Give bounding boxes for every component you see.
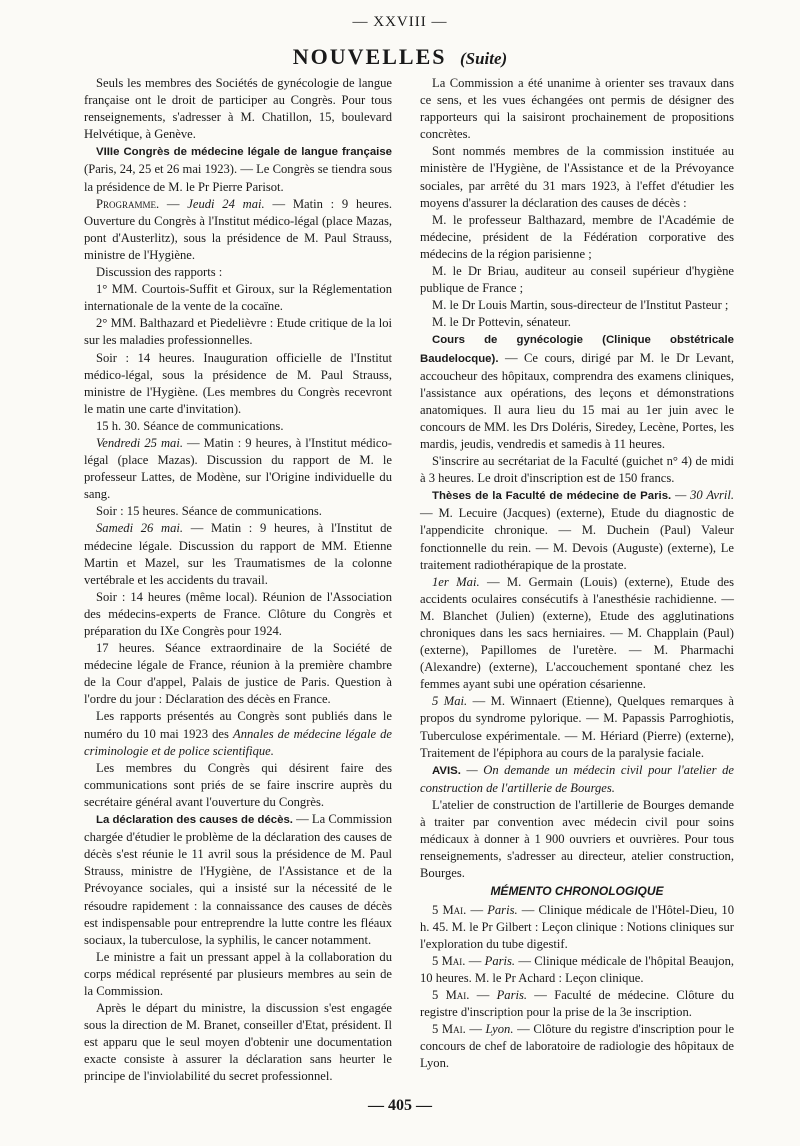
paragraph: Clôture du registre d'inscription pour le concours de chef de laboratoire de radiologie des hôpitaux de Lyon. — [420, 1022, 735, 1071]
left-column: Seuls les membres des Sociétés de gynécologie de langue française ont le droit de participer au Congrès. Pour tous renseignements, s'adresser à M. Chatillon, 15, boulevard Helvétique, à Genève. VIIIe Congrès de médecine légale de langue française (Paris, 24, 25 et 26 mai 1923). — Le Congrès se tiendra sous la présidence de M. le Pr Pierre Parisot. Programme. — Jeudi 24 mai. — Matin : 9 heures. Ouverture du Congrès à l'Institut médico-légal (place Mazas, pont d'Austerlitz), sous la présidence de M. Paul Strauss, ministre de l'Hygiène. Discussion des rapports : 1° MM. Courtois-Suffit et Giroux, sur la Réglementation internationale de la vente de la cocaïne. 2° MM. Balthazard et Piedelièvre : Etude critique de la loi sur les maladies professionnelles. Soir : 14 heures. Inauguration officielle de l'Institut médico-légal, sous la présidence de M. Paul Strauss, ministre de l'Hygiène. (Les membres du Congrès recevront le matin une carte d'invitation). 15 h. 30. Séance de communications. Vendredi 25 mai. — Matin : 9 heures, à l'Institut médico-légal (place Mazas). Discussion du rapport de M. le professeur Lattes, de Modène, sur l'Origine individuelle du sang. Soir : 15 heures. Séance de communications. Samedi 26 mai. — Matin : 9 heures, à l'Institut de médecine légale. Discussion du rapport de MM. Etienne Martin et Mazel, sur les Traumatismes de la colonne vertébrale et les accidents du travail. Soir : 14 heures (même local). Réunion de l'Association des médecins-experts de France. Clôture du Congrès et préparation du IXe Congrès pour 1924. 17 heures. Séance extraordinaire de la Société de médecine légale de France, réunion à la première chambre de la Cour d'appel, Palais de justice de Paris. Question à l'ordre du jour : Déclaration des décès en France. Les rapports présentés au Congrès sont publiés dans le numéro du 10 mai 1923 des Annales de médecine légale de criminologie et de police scientifique. Les membres du Congrès qui désirent faire des communications sont priés de se faire inscrire auprès du secrétaire général avant l'ouverture du Congrès. La déclaration des causes de décès. — La Commission chargée d'étudier le problème de la déclaration des causes de décès s'est réunie le 11 avril sous la présidence de M. Paul Strauss, ministre de l'Hygiène, de l'Assistance et de la Prévoyance sociales, qui a insisté sur la nécessité de le résoudre rapidement : la connaissance des causes de décès est indispensable pour entreprendre la lutte contre les fléaux sociaux, la tuberculose, la syphilis, le cancer notamment. Le ministre a fait un pressant appel à la collaboration du corps médical représenté par plusieurs membres au sein de la Commission. Après le départ du ministre, la discussion s'est engagée sous la direction de M. Branet, conseiller d'Etat, président. Il est apparu que le seul moyen d'obtenir une documentation exacte consiste à assurer la déclaration sans heurter le principe de l'inviolabilité du secret professionnel. — [84, 75, 392, 1086]
date-label: 5 Mai. — [432, 902, 467, 917]
paragraph: Clinique médicale de l'hôpital Beaujon, 10 heures. M. le Pr Achard : Leçon clinique. — [420, 953, 735, 985]
date-label: 5 Mai. — [432, 953, 466, 968]
paragraph: Seuls les membres des Sociétés de gynécologie de langue française ont le droit de participer au Congrès. Pour tous renseignements, s'adresser à M. Chatillon, 15, boulevard Helvétique, à Genève. — [84, 76, 392, 142]
paragraph: Sont nommés membres de la commission instituée au ministère de l'Hygiène, de l'Assistance et de la Prévoyance sociales, par arrêté du 31 mars 1923, à l'effet d'étudier les moyens d'assurer la déclaration des causes de décès : — [420, 144, 734, 210]
paragraph: 2° MM. Balthazard et Piedelièvre : Etude critique de la loi sur les maladies professionnelles. — [84, 316, 392, 348]
paragraph: — Matin : 9 heures, à l'Institut de médecine légale. Discussion du rapport de MM. Etienne Martin et Mazel, sur les Traumatismes de la colonne vertébrale et les accidents du travail. — [84, 521, 392, 587]
paragraph: Discussion des rapports : — [96, 265, 223, 280]
paragraph: 17 heures. Séance extraordinaire de la Société de médecine légale de France, réunion à la première chambre de la Cour d'appel, Palais de justice de Paris. Question à l'ordre du jour : Déclaration des décès en France. — [84, 641, 392, 707]
paragraph: M. le Dr Pottevin, sénateur. — [432, 315, 571, 330]
paragraph: La Commission a été unanime à orienter ses travaux dans ce sens, et les vues échangées ont permis de désigner des rapporteurs qui la saisiront prochainement de propositions concrètes. — [420, 76, 734, 142]
section-heading: MÉMENTO CHRONOLOGIQUE — [490, 884, 664, 899]
paragraph: — M. Lecuire (Jacques) (externe), Etude du diagnostic de l'appendicite chronique. — M. Duchein (Paul) Valeur fonctionnelle du rein. — M. Devois (Auguste) (externe), Le traitement radiothérapique de la prostate. — [420, 506, 734, 572]
paragraph: Soir : 14 heures. Inauguration officielle de l'Institut médico-légal, sous la présidence de M. Paul Strauss, ministre de l'Hygiène. (Les membres du Congrès recevront le matin une carte d'invitation). — [84, 350, 392, 416]
paragraph: Soir : 14 heures (même local). Réunion de l'Association des médecins-experts de France. Clôture du Congrès et préparation du IXe Congrès pour 1924. — [84, 589, 392, 638]
section-heading: Thèses de la Faculté de médecine de Paris. — [432, 490, 672, 503]
section-heading: VIIIe Congrès de médecine légale de langue française — [96, 146, 392, 159]
date-label: 1er Mai. — [432, 574, 480, 589]
paragraph: — M. Germain (Louis) (externe), Etude des accidents oculaires consécutifs à l'anesthésie rachidienne. — M. Blanchet (Julien) (externe), Etude des agglutinations chroniques dans les sacs herniaires. — M. Chapplain (Paul) (externe), Papillomes de l'uretère. — M. Pharmachi (Alexandre) (externe), L'accouchement spontané chez les femmes ayant subi une opération césarienne. — [420, 574, 734, 692]
paragraph: L'atelier de construction de l'artillerie de Bourges demande à traiter par convention avec médecin civil pour soins médicaux à donner à 1 900 ouvriers et ouvrières. Pour tous renseignements, s'adresser au directeur, atelier construction, Bourges. — [420, 797, 734, 881]
day-label: Vendredi 25 mai. — [96, 435, 183, 450]
paragraph: — Matin : 9 heures, à l'Institut médico-légal (place Mazas). Discussion du rapport de M. le professeur Lattes, de Modène, sur l'Origine individuelle du sang. — [84, 435, 392, 502]
paragraph: M. le Dr Louis Martin, sous-directeur de l'Institut Pasteur ; — [432, 298, 729, 313]
paragraph: Après le départ du ministre, la discussion s'est engagée sous la direction de M. Branet, conseiller d'Etat, président. Il est apparu que le seul moyen d'obtenir une documentation exacte consiste à assurer la déclaration sans heurter le principe de l'inviolabilité du secret professionnel. — [84, 1001, 392, 1084]
day-label: Jeudi 24 mai. — [187, 196, 265, 211]
city-label: Paris. — [487, 902, 518, 917]
date-label: — 30 Avril. — [675, 488, 734, 503]
paragraph: Les rapports présentés au Congrès sont publiés dans le numéro du 10 mai 1923 des — [84, 709, 392, 741]
paragraph: S'inscrire au secrétariat de la Faculté (guichet n° 4) de midi à 3 heures. Le droit d'inscription est de 150 francs. — [420, 454, 734, 486]
page-header: — XXVIII — — [352, 14, 448, 30]
city-label: Paris. — [496, 987, 528, 1002]
paragraph: — On demande un médecin civil pour l'atelier de construction de l'artillerie de Bourges. — [420, 762, 734, 795]
paragraph: Clinique médicale de l'Hôtel-Dieu, 10 h. 45. M. le Pr Gilbert : Leçon clinique : Notions cliniques sur l'exploration du tube digestif. — [420, 902, 734, 951]
page-title — [0, 44, 800, 70]
page-number: — 405 — — [368, 1097, 432, 1114]
city-label: Paris. — [484, 953, 516, 968]
journal-title: Annales de médecine légale de criminologie et de police scientifique. — [84, 726, 392, 758]
paragraph: — Ce cours, dirigé par M. le Dr Levant, accoucheur des hôpitaux, comprendra des examens cliniques, l'assistance aux opérations, des leçons et démonstrations anatomiques. Il aura lieu du 15 mai au 1er juin avec le concours de MM. les Drs Doléris, Siredey, Lecène, Portes, les mardis, jeudis, vendredis et samedis à 11 heures. — [420, 350, 734, 451]
title-text: NOUVELLES — [292, 44, 447, 69]
section-heading: AVIS. — [432, 764, 461, 777]
section-heading: La déclaration des causes de décès. — [96, 814, 293, 827]
paragraph: — M. Winnaert (Etienne), Quelques remarques à propos du syndrome pylorique. — M. Papassis Parroghiotis, Tuberculose expérimentale. — M. Hériard (Pierre) (externe), Traitement de l'épiphora au cours de la paralysie faciale. — [420, 694, 734, 760]
paragraph: 1° MM. Courtois-Suffit et Giroux, sur la Réglementation internationale de la vente de la cocaïne. — [84, 282, 392, 314]
section-heading: Cours de gynécologie (Clinique obstétricale Baudelocque). — [420, 334, 734, 365]
paragraph: (Paris, 24, 25 et 26 mai 1923). — Le Congrès se tiendra sous la présidence de M. le Pr Pierre Parisot. — [84, 162, 392, 194]
date-label: 5 Mai. — [432, 1022, 466, 1037]
paragraph: Les membres du Congrès qui désirent faire des communications sont priés de se faire inscrire auprès du secrétaire général avant l'ouverture du Congrès. — [84, 760, 392, 809]
paragraph: Faculté de médecine. Clôture du registre d'inscription pour la prise de la 3e inscription. — [420, 987, 735, 1020]
paragraph: M. le Dr Briau, auditeur au conseil supérieur d'hygiène publique de France ; — [420, 264, 734, 296]
label: Programme. — [96, 196, 160, 211]
paragraph: Soir : 15 heures. Séance de communications. — [96, 504, 322, 519]
paragraph: 15 h. 30. Séance de communications. — [96, 418, 284, 433]
paragraph: M. le professeur Balthazard, membre de l'Académie de médecine, président de la Fédération corporative des médecins de la région parisienne ; — [420, 212, 734, 261]
city-label: Lyon. — [485, 1022, 514, 1037]
paragraph: — Matin : 9 heures. Ouverture du Congrès à l'Institut médico-légal (place Mazas, pont d'Austerlitz), sous la présidence de M. Paul Strauss, ministre de l'Hygiène. — [84, 196, 392, 262]
paragraph: — La Commission chargée d'étudier le problème de la déclaration des causes de décès s'est réunie le 11 avril sous la présidence de M. Paul Strauss, ministre de l'Hygiène, de l'Assistance et de la Prévoyance sociales, qui a insisté sur la nécessité de le résoudre rapidement : la connaissance des causes de décès est indispensable pour entreprendre la lutte contre les fléaux sociaux, la tuberculose, la syphilis, le cancer notamment. — [84, 812, 392, 947]
right-column: La Commission a été unanime à orienter ses travaux dans ce sens, et les vues échangées ont permis de désigner des rapporteurs qui la saisiront prochainement de propositions concrètes. Sont nommés membres de la commission instituée au ministère de l'Hygiène, de l'Assistance et de la Prévoyance sociales, par arrêté du 31 mars 1923, à l'effet d'étudier les moyens d'assurer la déclaration des causes de décès : M. le professeur Balthazard, membre de l'Académie de médecine, président de la Fédération corporative des médecins de la région parisienne ; M. le Dr Briau, auditeur au conseil supérieur d'hygiène publique de France ; M. le Dr Louis Martin, sous-directeur de l'Institut Pasteur ; M. le Dr Pottevin, sénateur. Cours de gynécologie (Clinique obstétricale Baudelocque). — Ce cours, dirigé par M. le Dr Levant, accoucheur des hôpitaux, comprendra des examens cliniques, l'assistance aux opérations, des leçons et démonstrations anatomiques. Il aura lieu du 15 mai au 1er juin avec le concours de MM. les Drs Doléris, Siredey, Lecène, Portes, les mardis, jeudis, vendredis et samedis à 11 heures. S'inscrire au secrétariat de la Faculté (guichet n° 4) de midi à 3 heures. Le droit d'inscription est de 150 francs. Thèses de la Faculté de médecine de Paris. — 30 Avril. — M. Lecuire (Jacques) (externe), Etude du diagnostic de l'appendicite chronique. — M. Duchein (Paul) Valeur fonctionnelle du rein. — M. Devois (Auguste) (externe), Le traitement radiothérapique de la prostate. 1er Mai. — M. Germain (Louis) (externe), Etude des accidents oculaires consécutifs à l'anesthésie rachidienne. — M. Blanchet (Julien) (externe), Etude des agglutinations chroniques dans les sacs herniaires. — M. Chapplain (Paul) (externe), Papillomes de l'uretère. — M. Pharmachi (Alexandre) (externe), L'accouchement spontané chez les femmes ayant subi une opération césarienne. 5 Mai. — M. Winnaert (Etienne), Quelques remarques à propos du syndrome pylorique. — M. Papassis Parroghiotis, Tuberculose expérimentale. — M. Hériard (Pierre) (externe), Traitement de l'épiphora au cours de la paralysie faciale. AVIS. — On demande un médecin civil pour l'atelier de construction de l'artillerie de Bourges. L'atelier de construction de l'artillerie de Bourges demande à traiter par convention avec médecin civil pour soins médicaux à donner à 1 900 ouvriers et ouvrières. Pour tous renseignements, s'adresser au directeur, atelier construction, Bourges. MÉMENTO CHRONOLOGIQUE 5 Mai. — Paris. — Clinique médicale de l'Hôtel-Dieu, 10 h. 45. M. le Pr Gilbert : Leçon clinique : Notions cliniques sur l'exploration du tube digestif. 5 Mai. — Paris. — Clinique médicale de l'hôpital Beaujon, 10 heures. M. le Pr Achard : Leçon clinique. 5 Mai. — Paris. — Faculté de médecine. Clôture du registre d'inscription pour la prise de la 3e inscription. 5 Mai. — Lyon. — Clôture du registre d'inscription pour le concours de chef de laboratoire de radiologie des hôpitaux de Lyon. — [420, 76, 735, 1071]
date-label: 5 Mai. — [432, 987, 470, 1002]
date-label: 5 Mai. — [432, 694, 468, 709]
day-label: Samedi 26 mai. — [96, 521, 184, 536]
title-suffix: (Suite) — [459, 49, 508, 68]
paragraph: Le ministre a fait un pressant appel à la collaboration du corps médical représenté par plusieurs membres au sein de la Commission. — [84, 949, 392, 998]
